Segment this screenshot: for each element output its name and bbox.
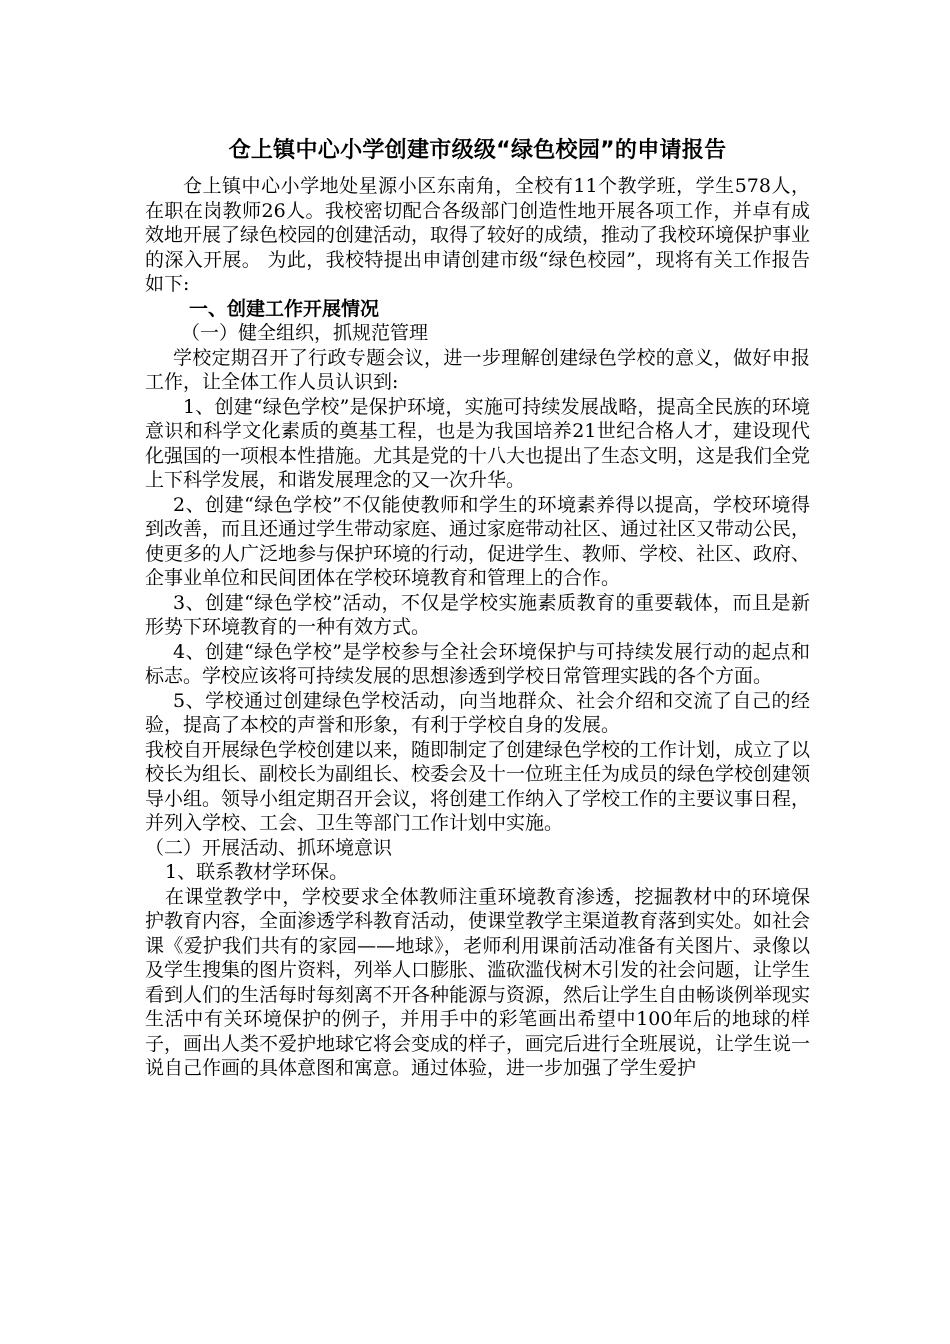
list-item-2: 2、创建“绿色学校”不仅能使教师和学生的环境素养得以提高，学校环境得到改善，而且还通过学生带动家庭、通过家庭带动社区、通过社区又带动公民，使更多的人广泛地参与保护环境的行动，促进学生、教师、学校、社区、政府、企事业单位和民间团体在学校环境教育和管理上的合作。 <box>145 493 811 589</box>
body-paragraph: 我校自开展绿色学校创建以来，随即制定了创建绿色学校的工作计划，成立了以校长为组长、副校长为副组长、校委会及十一位班主任为成员的绿色学校创建领导小组。领导小组定期召开会议，将创建工作纳入了学校工作的主要议事日程，并列入学校、工会、卫生等部门工作计划中实施。 <box>145 738 811 834</box>
list-item-3: 3、创建“绿色学校”活动，不仅是学校实施素质教育的重要载体，而且是新形势下环境教育的一种有效方式。 <box>145 591 810 638</box>
body-paragraph: 学校定期召开了行政专题会议，进一步理解创建绿色学校的意义，做好申报工作，让全体工作人员认识到: <box>145 346 810 393</box>
subsection-heading-1: （一）健全组织，抓规范管理 <box>181 322 429 344</box>
document-title: 仓上镇中心小学创建市级级“绿色校园”的申请报告 <box>228 138 727 163</box>
section-heading-1: 一、创建工作开展情况 <box>189 297 380 320</box>
item-heading: 1、联系教材学环保。 <box>165 861 349 883</box>
list-item-1: 1、创建“绿色学校”是保护环境，实施可持续发展战略，提高全民族的环境意识和科学文化素质的奠基工程，也是为我国培养21世纪合格人才，建设现代化强国的一项根本性措施。尤其是党的十八大也提出了生态文明，这是我们全党上下科学发展，和谐发展理念的又一次升华。 <box>145 395 811 491</box>
list-item-4: 4、创建“绿色学校”是学校参与全社会环境保护与可持续发展行动的起点和标志。学校应该将可持续发展的思想渗透到学校日常管理实践的各个方面。 <box>145 640 810 687</box>
intro-paragraph: 仓上镇中心小学地处星源小区东南角，全校有11个教学班，学生578人，在职在岗教师26人。我校密切配合各级部门创造性地开展各项工作，并卓有成效地开展了绿色校园的创建活动，取得了较好的成绩，推动了我校环境保护事业的深入开展。 为此，我校特提出申请创建市级“绿色校园”，现将有关工作报告如下: <box>145 175 811 295</box>
list-item-5: 5、学校通过创建绿色学校活动，向当地群众、社会介绍和交流了自己的经验，提高了本校的声誉和形象，有利于学校自身的发展。 <box>145 689 810 736</box>
subsection-heading-2: （二）开展活动、抓环境意识 <box>145 836 393 859</box>
document-page <box>145 128 810 1081</box>
body-paragraph: 在课堂教学中，学校要求全体教师注重环境教育渗透，挖掘教材中的环境保护教育内容，全面渗透学科教育活动，使课堂教学主渠道教育落到实处。如社会课《爱护我们共有的家园——地球》，老师利用课前活动准备有关图片、录像以及学生搜集的图片资料，列举人口膨胀、滥砍滥伐树木引发的社会问题，让学生看到人们的生活每时每刻离不开各种能源与资源，然后让学生自由畅谈例举现实生活中有关环境保护的例子，并用手中的彩笔画出希望中100年后的地球的样子，画出人类不爱护地球它将会变成的样子，画完后进行全班展说，让学生说一说自己作画的具体意图和寓意。通过体验，进一步加强了学生爱护 <box>145 885 811 1079</box>
